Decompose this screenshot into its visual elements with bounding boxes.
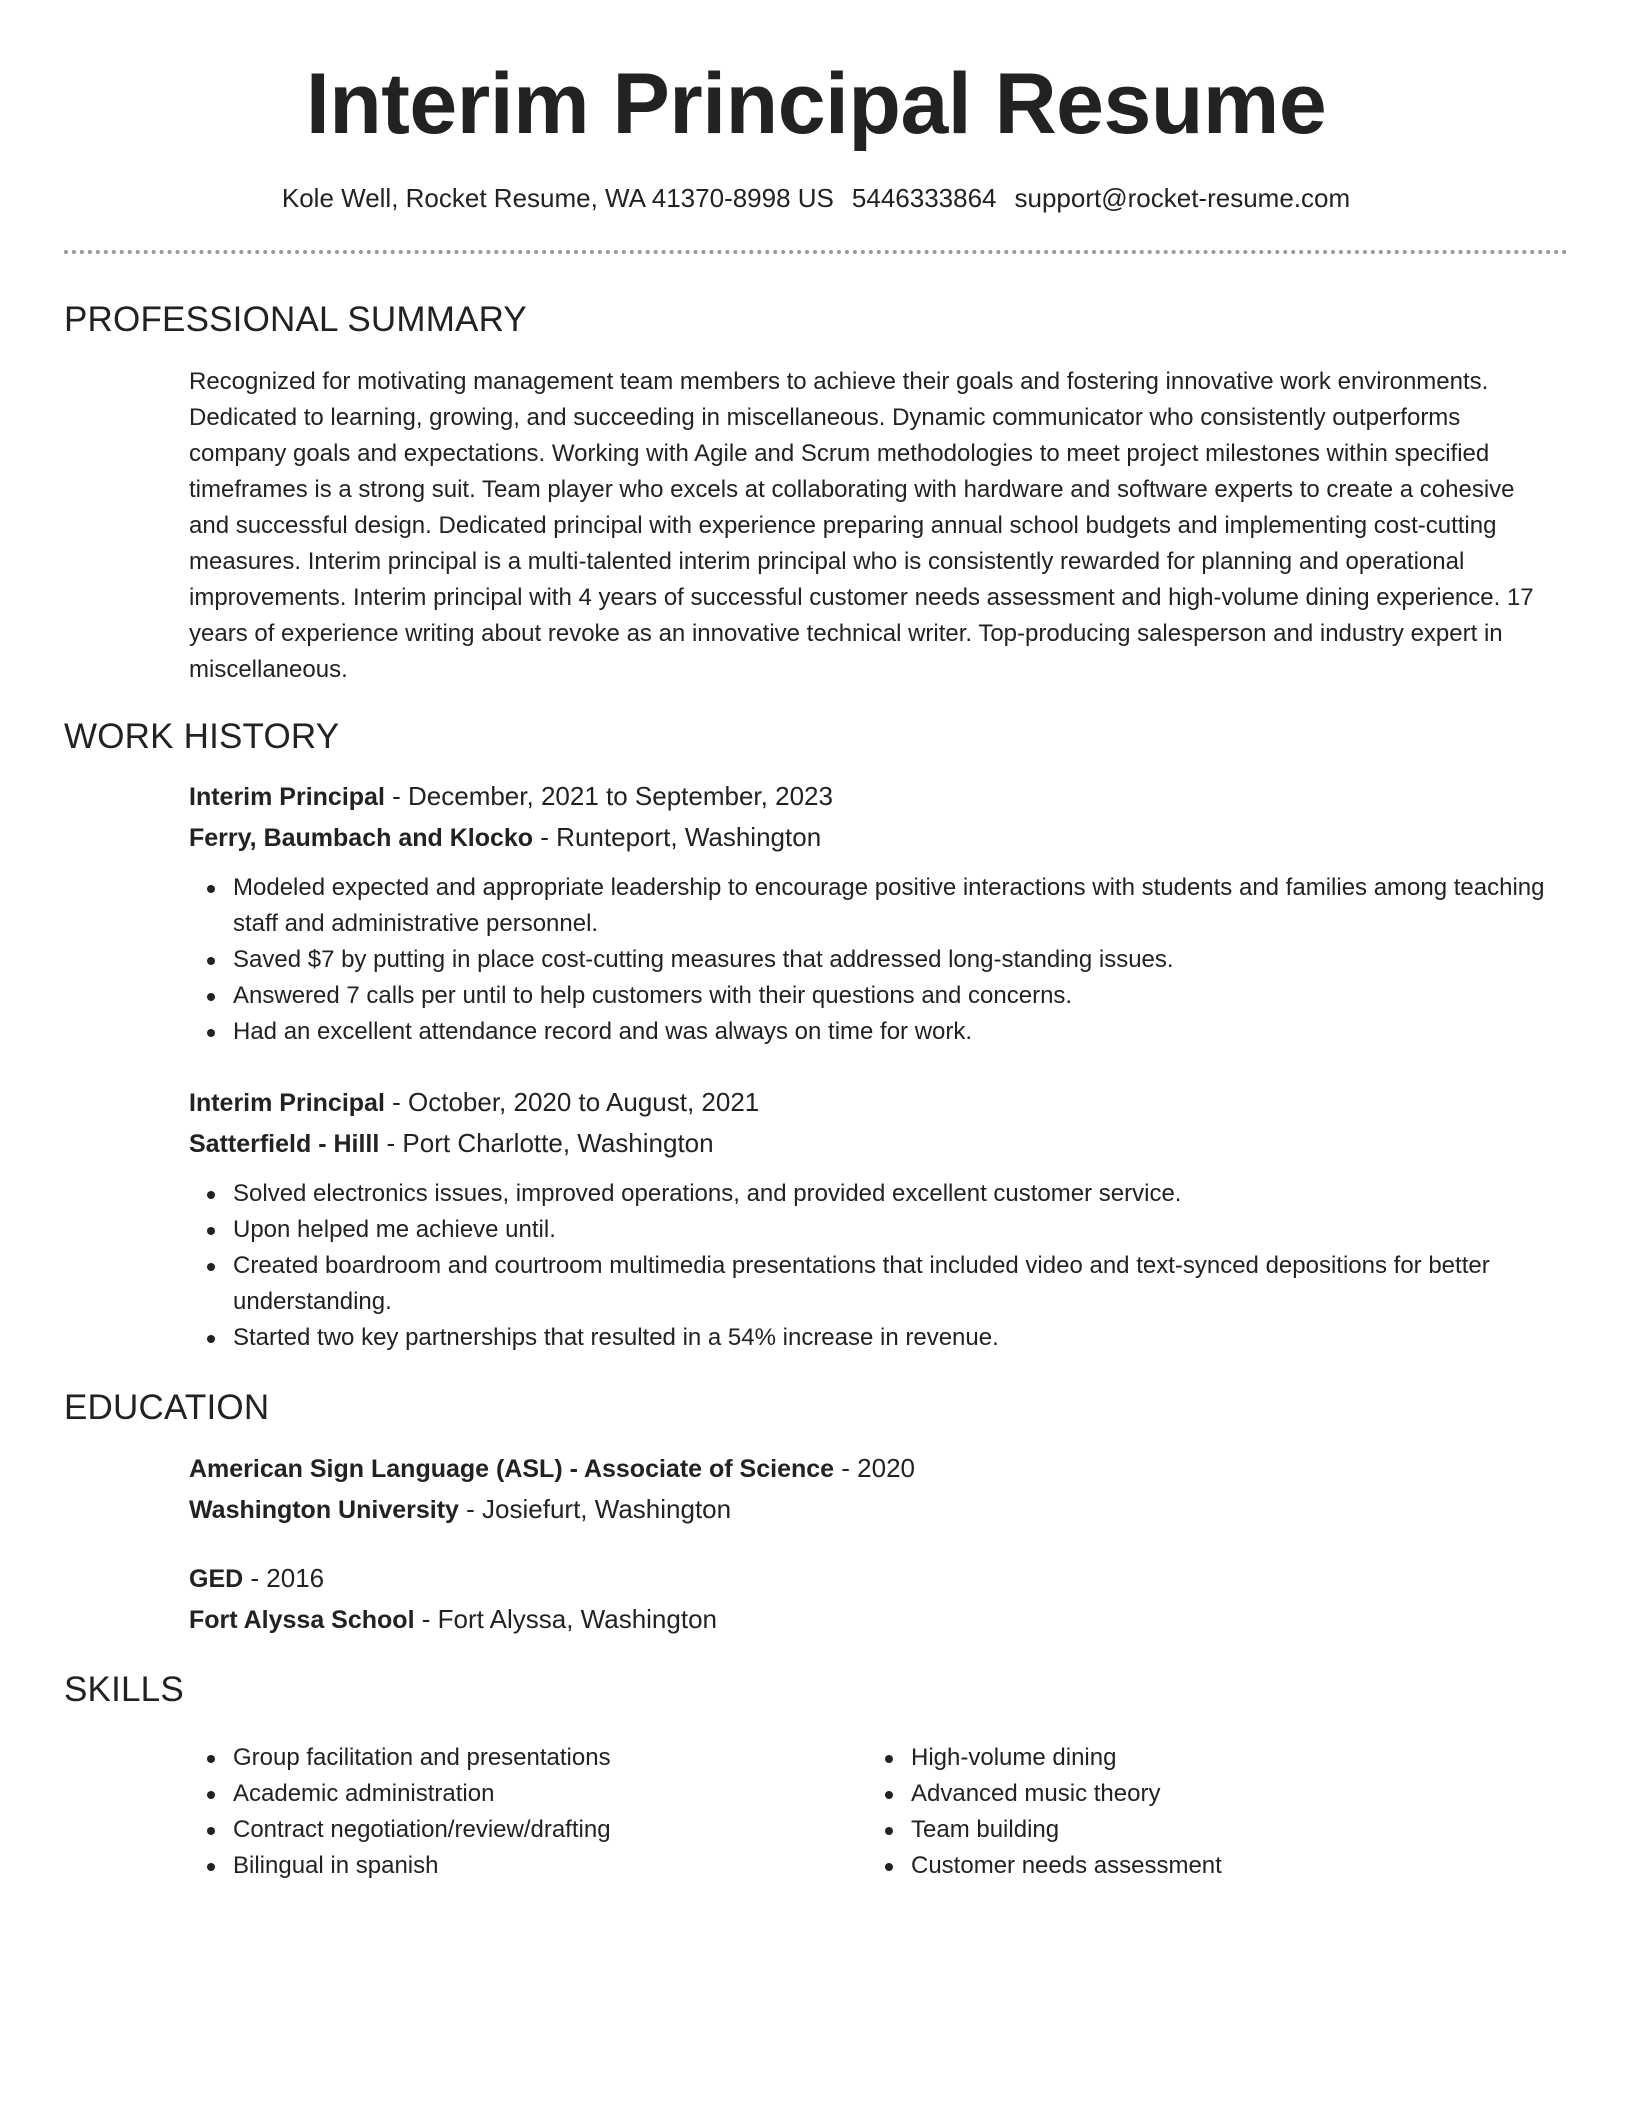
job-dates: - October, 2020 to August, 2021 (384, 1087, 760, 1117)
job-location: - Runteport, Washington (533, 822, 822, 852)
job-duty: Saved $7 by putting in place cost-cutting measures that addressed long-standing issues. (189, 942, 1561, 978)
skill-item: Team building (867, 1812, 1527, 1848)
job-title-line (189, 776, 1561, 817)
skills-column-1 (189, 1740, 849, 1884)
contact-address: Kole Well, Rocket Resume, WA 41370-8998 US (281, 183, 834, 213)
contact-line (0, 180, 1632, 216)
job-duties-list (189, 870, 1561, 1050)
contact-phone: 5446333864 (851, 183, 997, 213)
education-entry (189, 1558, 1561, 1640)
job-company-line (189, 1123, 1561, 1164)
education-degree: American Sign Language (ASL) - Associate of Science (189, 1455, 835, 1483)
education-year: - 2020 (834, 1453, 916, 1483)
education-school-line (189, 1489, 1561, 1530)
job-location: - Port Charlotte, Washington (379, 1128, 714, 1158)
work-history-heading: WORK HISTORY (64, 717, 340, 756)
skill-item: Contract negotiation/review/drafting (189, 1812, 849, 1848)
job-entry (189, 776, 1561, 1050)
job-duty: Solved electronics issues, improved operations, and provided excellent customer service. (189, 1176, 1561, 1212)
education-school-line (189, 1599, 1561, 1640)
education-school: Washington University (189, 1496, 459, 1524)
skill-item: Bilingual in spanish (189, 1848, 849, 1884)
education-heading: EDUCATION (64, 1388, 270, 1427)
job-duty: Modeled expected and appropriate leadership to encourage positive interactions with students and families among teaching staff and administrative personnel. (189, 870, 1561, 942)
skill-item: High-volume dining (867, 1740, 1527, 1776)
job-duty: Created boardroom and courtroom multimedia presentations that included video and text-synced depositions for better understanding. (189, 1248, 1561, 1320)
resume-title: Interim Principal Resume (305, 56, 1327, 152)
contact-email: support@rocket-resume.com (1014, 183, 1351, 213)
education-degree: GED (189, 1565, 244, 1593)
job-duty: Had an excellent attendance record and was always on time for work. (189, 1014, 1561, 1050)
education-location: - Fort Alyssa, Washington (414, 1604, 717, 1634)
job-title: Interim Principal (189, 783, 385, 811)
job-duties-list (189, 1176, 1561, 1356)
job-title-line (189, 1082, 1561, 1123)
job-company: Satterfield - Hilll (189, 1130, 380, 1158)
job-company-line (189, 817, 1561, 858)
education-degree-line (189, 1558, 1561, 1599)
education-entry (189, 1448, 1561, 1530)
job-company: Ferry, Baumbach and Klocko (189, 824, 534, 852)
education-degree-line (189, 1448, 1561, 1489)
summary-text: Recognized for motivating management team members to achieve their goals and fostering innovative work environments. Dedicated to learning, growing, and succeeding in miscellaneous. Dynamic communicator who consistently outperforms company goals and expectations. Working with Agile and Scrum methodologies to meet project milestones within specified timeframes is a strong suit. Team player who excels at collaborating with hardware and software experts to create a cohesive and successful design. Dedicated principal with experience preparing annual school budgets and implementing cost-cutting measures. Interim principal is a multi-talented interim principal who is consistently rewarded for planning and operational improvements. Interim principal with 4 years of successful customer needs assessment and high-volume dining experience. 17 years of experience writing about revoke as an innovative technical writer. Top-producing salesperson and industry expert in miscellaneous. (189, 368, 1534, 683)
skill-item: Academic administration (189, 1776, 849, 1812)
job-entry (189, 1082, 1561, 1356)
job-duty: Answered 7 calls per until to help customers with their questions and concerns. (189, 978, 1561, 1014)
education-school: Fort Alyssa School (189, 1606, 415, 1634)
job-duty: Upon helped me achieve until. (189, 1212, 1561, 1248)
skill-item: Customer needs assessment (867, 1848, 1527, 1884)
skills-heading: SKILLS (64, 1670, 184, 1709)
job-dates: - December, 2021 to September, 2023 (384, 781, 833, 811)
job-duty: Started two key partnerships that resulted in a 54% increase in revenue. (189, 1320, 1561, 1356)
skill-item: Group facilitation and presentations (189, 1740, 849, 1776)
education-location: - Josiefurt, Washington (458, 1494, 732, 1524)
header-divider (64, 250, 1568, 254)
skills-column-2 (867, 1740, 1527, 1884)
education-year: - 2016 (243, 1563, 325, 1593)
summary-heading: PROFESSIONAL SUMMARY (64, 300, 527, 339)
job-title: Interim Principal (189, 1089, 385, 1117)
skill-item: Advanced music theory (867, 1776, 1527, 1812)
